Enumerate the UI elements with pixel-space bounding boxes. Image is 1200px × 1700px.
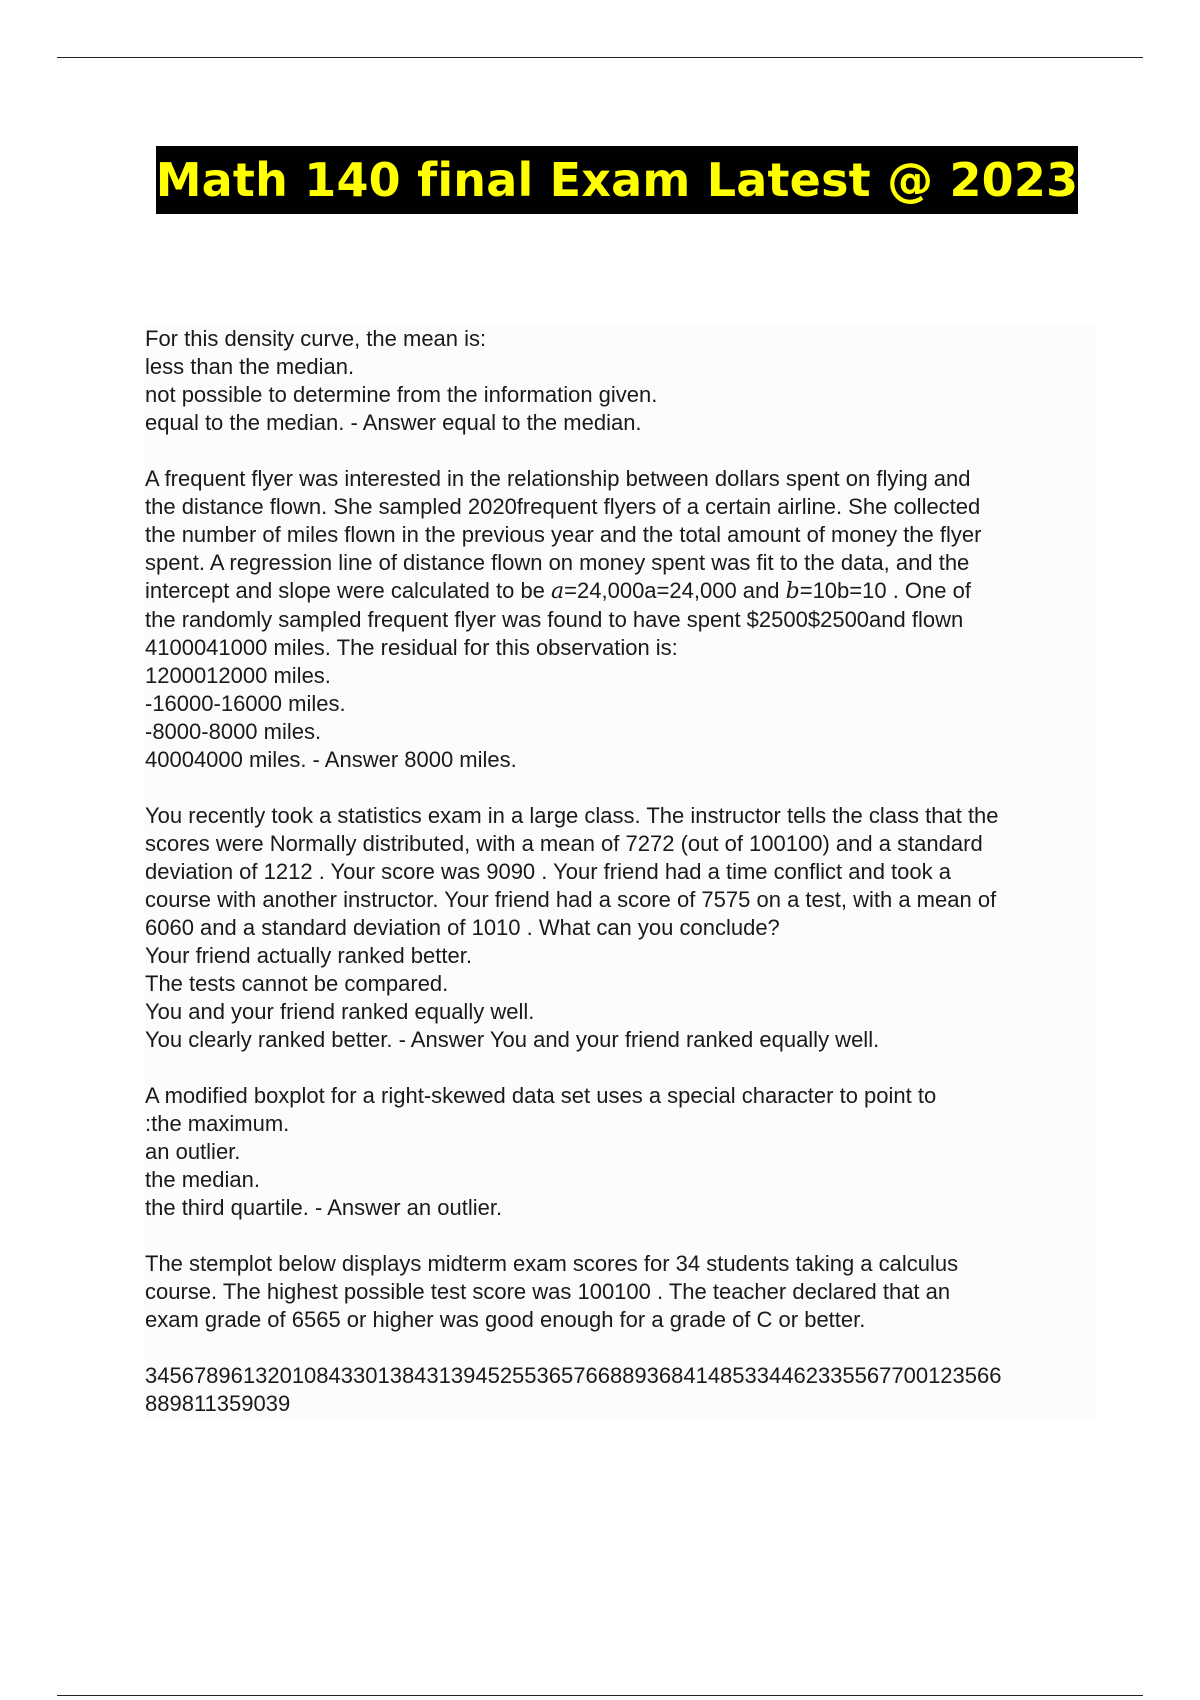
question-text: scores were Normally distributed, with a mean of 7272 (out of 100100) and a standard xyxy=(145,831,983,856)
question-regression-residual xyxy=(145,465,1095,774)
question-text-intercept-line xyxy=(145,577,1095,606)
stemplot-data-line: 889811359039 xyxy=(145,1391,291,1416)
intercept-mid: =24,000a=24,000 and xyxy=(564,578,786,603)
question-text: 6060 and a standard deviation of 1010 . What can you conclude? xyxy=(145,915,780,940)
question-stemplot xyxy=(145,1250,1095,1334)
answer-option: You clearly ranked better. - Answer You and your friend ranked equally well. xyxy=(145,1027,880,1052)
answer-option: :the maximum. xyxy=(145,1111,290,1136)
question-text: For this density curve, the mean is: xyxy=(145,326,487,351)
question-text: spent. A regression line of distance flown on money spent was fit to the data, and the xyxy=(145,550,970,575)
document-title: Math 140 final Exam Latest @ 2023 xyxy=(155,153,1079,207)
bottom-rule xyxy=(57,1695,1143,1696)
question-text: the distance flown. She sampled 2020frequent flyers of a certain airline. She collected xyxy=(145,494,981,519)
answer-option: not possible to determine from the information given. xyxy=(145,382,658,407)
answer-option: the median. xyxy=(145,1167,260,1192)
question-text: You recently took a statistics exam in a large class. The instructor tells the class that the xyxy=(145,803,999,828)
question-modified-boxplot xyxy=(145,1082,1095,1222)
document-body xyxy=(145,325,1095,1418)
question-text: A frequent flyer was interested in the relationship between dollars spent on flying and xyxy=(145,466,971,491)
stemplot-data-line: 3456789613201084330138431394525536576688936841485334462335567700123566 xyxy=(145,1363,1002,1388)
answer-option: equal to the median. - Answer equal to the median. xyxy=(145,410,642,435)
answer-option: 1200012000 miles. xyxy=(145,663,331,688)
answer-option: -16000-16000 miles. xyxy=(145,691,346,716)
answer-option: an outlier. xyxy=(145,1139,241,1164)
question-text: deviation of 1212 . Your score was 9090 . Your friend had a time conflict and took a xyxy=(145,859,951,884)
answer-option: 40004000 miles. - Answer 8000 miles. xyxy=(145,747,517,772)
question-density-curve xyxy=(145,325,1095,437)
slope-mid: =10b=10 . One of xyxy=(799,578,971,603)
top-rule xyxy=(57,57,1143,58)
question-text: the randomly sampled frequent flyer was found to have spent $2500$2500and flown xyxy=(145,607,964,632)
question-text: the number of miles flown in the previous year and the total amount of money the flyer xyxy=(145,522,982,547)
title-banner xyxy=(156,146,1078,214)
answer-option: the third quartile. - Answer an outlier. xyxy=(145,1195,503,1220)
variable-b: b xyxy=(785,579,800,604)
question-text: course. The highest possible test score was 100100 . The teacher declared that an xyxy=(145,1279,951,1304)
question-text: 4100041000 miles. The residual for this observation is: xyxy=(145,635,678,660)
answer-option: -8000-8000 miles. xyxy=(145,719,322,744)
question-text: The stemplot below displays midterm exam scores for 34 students taking a calculus xyxy=(145,1251,959,1276)
answer-option: Your friend actually ranked better. xyxy=(145,943,472,968)
variable-a: a xyxy=(551,579,565,604)
answer-option: less than the median. xyxy=(145,354,355,379)
stemplot-digits xyxy=(145,1362,1095,1418)
question-text: exam grade of 6565 or higher was good enough for a grade of C or better. xyxy=(145,1307,866,1332)
intercept-pre: intercept and slope were calculated to be xyxy=(145,578,552,603)
question-normal-scores xyxy=(145,802,1095,1054)
answer-option: The tests cannot be compared. xyxy=(145,971,449,996)
question-text: A modified boxplot for a right-skewed data set uses a special character to point to xyxy=(145,1083,937,1108)
question-text: course with another instructor. Your friend had a score of 7575 on a test, with a mean of xyxy=(145,887,997,912)
answer-option: You and your friend ranked equally well. xyxy=(145,999,535,1024)
